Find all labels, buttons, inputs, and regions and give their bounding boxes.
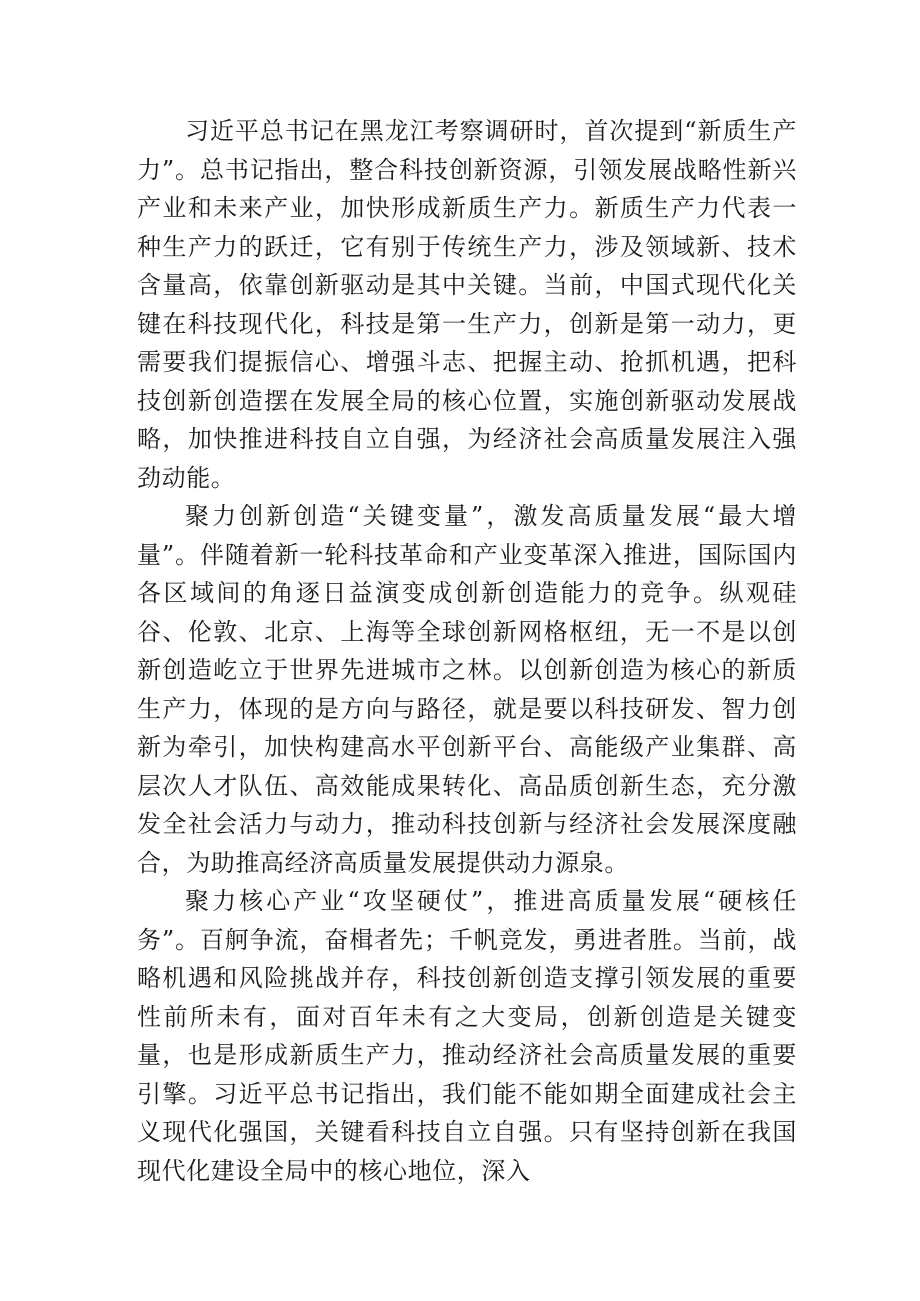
document-body <box>137 112 797 1190</box>
paragraph-2: 聚力创新创造“关键变量”，激发高质量发展“最大增量”。伴随着新一轮科技革命和产业变革深入推进，国际国内各区域间的角逐日益演变成创新创造能力的竞争。纵观硅谷、伦敦、北京、上海等全球创新网格枢纽，无一不是以创新创造屹立于世界先进城市之林。以创新创造为核心的新质生产力，体现的是方向与路径，就是要以科技研发、智力创新为牵引，加快构建高水平创新平台、高能级产业集群、高层次人才队伍、高效能成果转化、高品质创新生态，充分激发全社会活力与动力，推动科技创新与经济社会发展深度融合，为助推高经济高质量发展提供动力源泉。 <box>137 502 797 877</box>
paragraph-3: 聚力核心产业“攻坚硬仗”，推进高质量发展“硬核任务”。百舸争流，奋楫者先；千帆竞发，勇进者胜。当前，战略机遇和风险挑战并存，科技创新创造支撑引领发展的重要性前所未有，面对百年未有之大变局，创新创造是关键变量，也是形成新质生产力，推动经济社会高质量发展的重要引擎。习近平总书记指出，我们能不能如期全面建成社会主义现代化强国，关键看科技自立自强。只有坚持创新在我国现代化建设全局中的核心地位，深入 <box>137 887 797 1185</box>
paragraph-1: 习近平总书记在黑龙江考察调研时，首次提到“新质生产力”。总书记指出，整合科技创新资源，引领发展战略性新兴产业和未来产业，加快形成新质生产力。新质生产力代表一种生产力的跃迁，它有别于传统生产力，涉及领域新、技术含量高，依靠创新驱动是其中关键。当前，中国式现代化关键在科技现代化，科技是第一生产力，创新是第一动力，更需要我们提振信心、增强斗志、把握主动、抢抓机遇，把科技创新创造摆在发展全局的核心位置，实施创新驱动发展战略，加快推进科技自立自强，为经济社会高质量发展注入强劲动能。 <box>137 117 797 492</box>
